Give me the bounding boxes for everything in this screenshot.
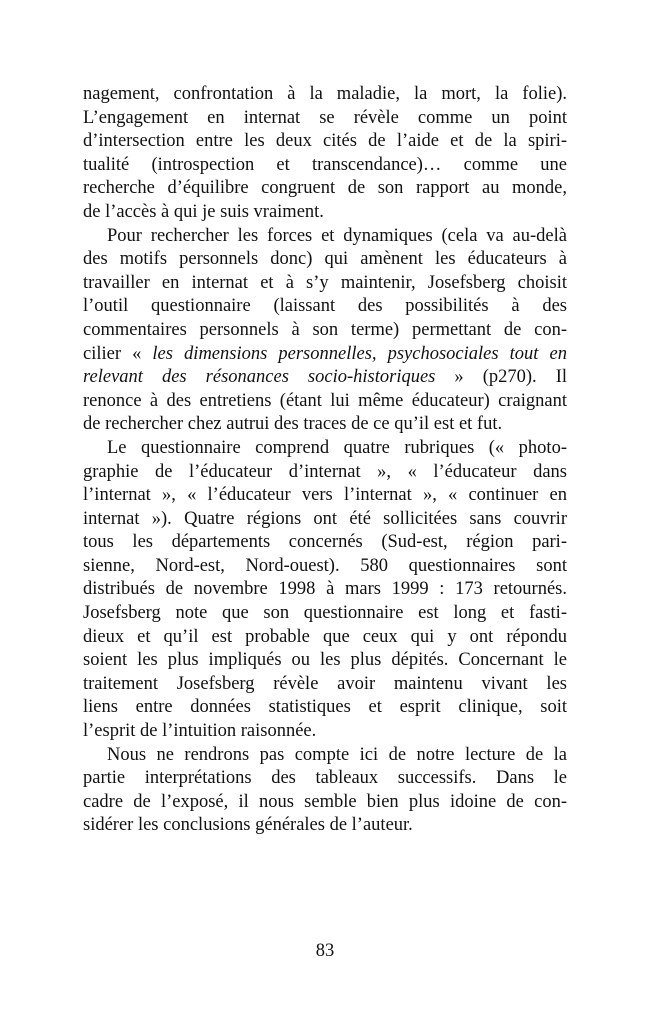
text-run: distribués de novembre 1998 à mars 1999 : 173 retournés.: [83, 579, 567, 600]
text-line: [83, 673, 567, 697]
text-line: [83, 720, 567, 744]
text-run: tualité (introspection et transcendance)… comme une: [83, 154, 567, 175]
text-run: commentaires personnels à son terme) permettant de con-: [83, 319, 567, 340]
text-line: [83, 319, 567, 343]
text-run: » (p270). Il: [435, 367, 568, 388]
text-line: [83, 484, 567, 508]
paragraph: [83, 225, 567, 437]
italic-quote: les dimensions personnelles, psychosociales tout en: [152, 343, 567, 364]
text-run: l’outil questionnaire (laissant des possibilités à des: [83, 296, 567, 317]
text-run: de l’accès à qui je suis vraiment.: [83, 201, 324, 222]
text-line: [83, 107, 567, 131]
text-line: [83, 177, 567, 201]
paragraph: [83, 83, 567, 225]
text-line: [83, 272, 567, 296]
body-text: [83, 83, 567, 838]
text-run: recherche d’équilibre congruent de son rapport au monde,: [83, 178, 567, 199]
text-run: de rechercher chez autrui des traces de ce qu’il est et fut.: [83, 414, 503, 435]
text-line: [83, 343, 567, 367]
text-line: [83, 744, 567, 768]
text-line: [83, 696, 567, 720]
text-run: Josefsberg note que son questionnaire est long et fasti-: [83, 603, 567, 624]
text-line: [83, 225, 567, 249]
text-run: tous les départements concernés (Sud-est, région pari-: [83, 532, 567, 553]
text-line: [83, 83, 567, 107]
text-line: [83, 767, 567, 791]
text-run: d’intersection entre les deux cités de l’aide et de la spiri-: [83, 131, 567, 152]
text-run: Le questionnaire comprend quatre rubriques (« photo-: [107, 437, 567, 458]
text-run: liens entre données statistiques et esprit clinique, soit: [83, 697, 567, 718]
text-line: [83, 626, 567, 650]
text-run: soient les plus impliqués ou les plus dépités. Concernant le: [83, 650, 567, 671]
text-line: [83, 555, 567, 579]
text-line: [83, 602, 567, 626]
text-line: [83, 154, 567, 178]
paragraph: [83, 437, 567, 744]
text-line: [83, 531, 567, 555]
text-run: Pour rechercher les forces et dynamiques (cela va au-delà: [107, 225, 567, 246]
text-line: [83, 437, 567, 461]
text-run: traitement Josefsberg révèle avoir maintenu vivant les: [83, 673, 567, 694]
text-run: des motifs personnels donc) qui amènent les éducateurs à: [83, 249, 567, 270]
paragraph: [83, 744, 567, 838]
text-line: [83, 413, 567, 437]
text-line: [83, 508, 567, 532]
text-run: sidérer les conclusions générales de l’auteur.: [83, 815, 413, 836]
text-line: [83, 366, 567, 390]
text-run: partie interprétations des tableaux successifs. Dans le: [83, 768, 567, 789]
text-run: nagement, confrontation à la maladie, la mort, la folie).: [83, 84, 567, 104]
text-run: cadre de l’exposé, il nous semble bien plus idoine de con-: [83, 791, 567, 812]
text-line: [83, 578, 567, 602]
text-line: [83, 461, 567, 485]
text-line: [83, 295, 567, 319]
text-run: graphie de l’éducateur d’internat », « l’éducateur dans: [83, 461, 567, 482]
text-line: [83, 201, 567, 225]
text-run: l’esprit de l’intuition raisonnée.: [83, 721, 317, 742]
text-line: [83, 814, 567, 838]
text-run: renonce à des entretiens (étant lui même éducateur) craignant: [83, 390, 567, 411]
text-run: travailler en internat et à s’y maintenir, Josefsberg choisit: [83, 272, 567, 293]
italic-quote: relevant des résonances socio-historiques: [83, 367, 436, 388]
text-line: [83, 248, 567, 272]
text-line: [83, 130, 567, 154]
page-number: 83: [315, 941, 335, 961]
text-run: dieux et qu’il est probable que ceux qui y ont répondu: [83, 626, 567, 647]
text-run: sienne, Nord-est, Nord-ouest). 580 questionnaires sont: [83, 555, 567, 576]
text-run: internat »). Quatre régions ont été sollicitées sans couvrir: [83, 508, 567, 529]
text-run: cilier «: [83, 343, 153, 364]
text-line: [83, 791, 567, 815]
text-line: [83, 649, 567, 673]
text-line: [83, 390, 567, 414]
text-run: L’engagement en internat se révèle comme un point: [83, 107, 567, 128]
text-run: Nous ne rendrons pas compte ici de notre lecture de la: [107, 744, 567, 765]
text-run: l’internat », « l’éducateur vers l’internat », « continuer en: [83, 485, 567, 506]
